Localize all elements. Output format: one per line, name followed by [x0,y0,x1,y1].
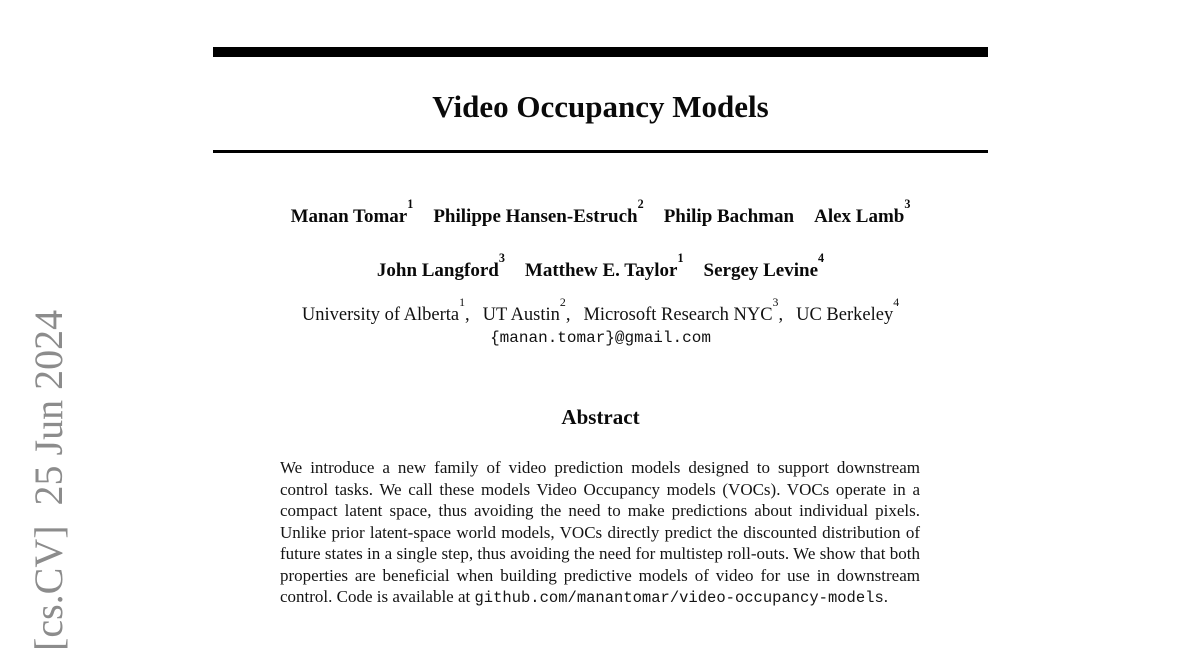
author-name: John Langford [376,260,499,281]
author-affiliation-superscript: 3 [904,196,911,211]
affiliation-superscript: 2 [559,295,566,310]
affiliation-name: Microsoft Research NYC [583,305,773,325]
author-manan-tomar [290,196,414,227]
affiliation-name: UC Berkeley [796,305,894,325]
author-line-1 [213,196,988,230]
affiliation-microsoft-research-nyc [583,295,784,325]
author-affiliation-superscript: 3 [498,250,505,265]
abstract-heading: Abstract [561,405,640,429]
author-name: Manan Tomar [290,206,408,227]
title-rule-bottom [213,150,988,153]
affiliation-name: UT Austin [482,305,560,325]
author-affiliation-superscript: 1 [677,250,684,265]
affiliation-separator: , [465,305,470,325]
affiliation-uc-berkeley [796,295,900,325]
author-philip-bachman [664,206,794,227]
author-name: Matthew E. Taylor [524,260,678,281]
author-matthew-taylor [524,250,684,281]
abstract-text-end: . [883,587,889,606]
affiliation-superscript: 4 [893,295,900,310]
author-philippe-hansen-estruch [433,196,644,227]
paper-title: Video Occupancy Models [432,89,769,124]
contact-email: {manan.tomar}@gmail.com [490,329,711,347]
affiliation-name: University of Alberta [301,305,460,325]
author-affiliation-superscript: 1 [407,196,414,211]
author-alex-lamb [814,196,911,227]
author-name: Philippe Hansen-Estruch [433,206,638,227]
author-john-langford [376,250,505,281]
author-name: Sergey Levine [703,260,819,281]
title-rule-top [213,47,988,57]
affiliation-ut-austin [482,295,571,325]
github-repo-url: github.com/manantomar/video-occupancy-models [474,589,884,607]
affiliation-line [213,295,988,327]
author-name: Philip Bachman [663,206,795,227]
arxiv-stamp: [cs.CV] 25 Jun 2024 [26,309,71,651]
affiliation-university-of-alberta [301,295,470,325]
affiliation-superscript: 3 [772,295,779,310]
abstract-text [280,457,920,610]
abstract-text-main: We introduce a new family of video prediction models designed to support downstream control tasks. We call these models Video Occupancy models (VOCs). VOCs operate in a compact latent space, thus avoiding the need to make predictions about individual pixels. Unlike prior latent-space world models, VOCs directly predict the discounted distribution of future states in a single step, thus avoiding the need for multistep roll-outs. We show that both properties are beneficial when building predictive models of video for use in downstream control. Code is available at [280,458,920,606]
author-line-2 [213,250,988,284]
affiliation-superscript: 1 [459,295,466,310]
author-name: Alex Lamb [814,206,905,227]
author-affiliation-superscript: 2 [637,196,644,211]
author-affiliation-superscript: 4 [818,250,825,265]
affiliation-separator: , [565,305,571,325]
affiliation-separator: , [778,305,784,325]
author-sergey-levine [703,250,825,281]
